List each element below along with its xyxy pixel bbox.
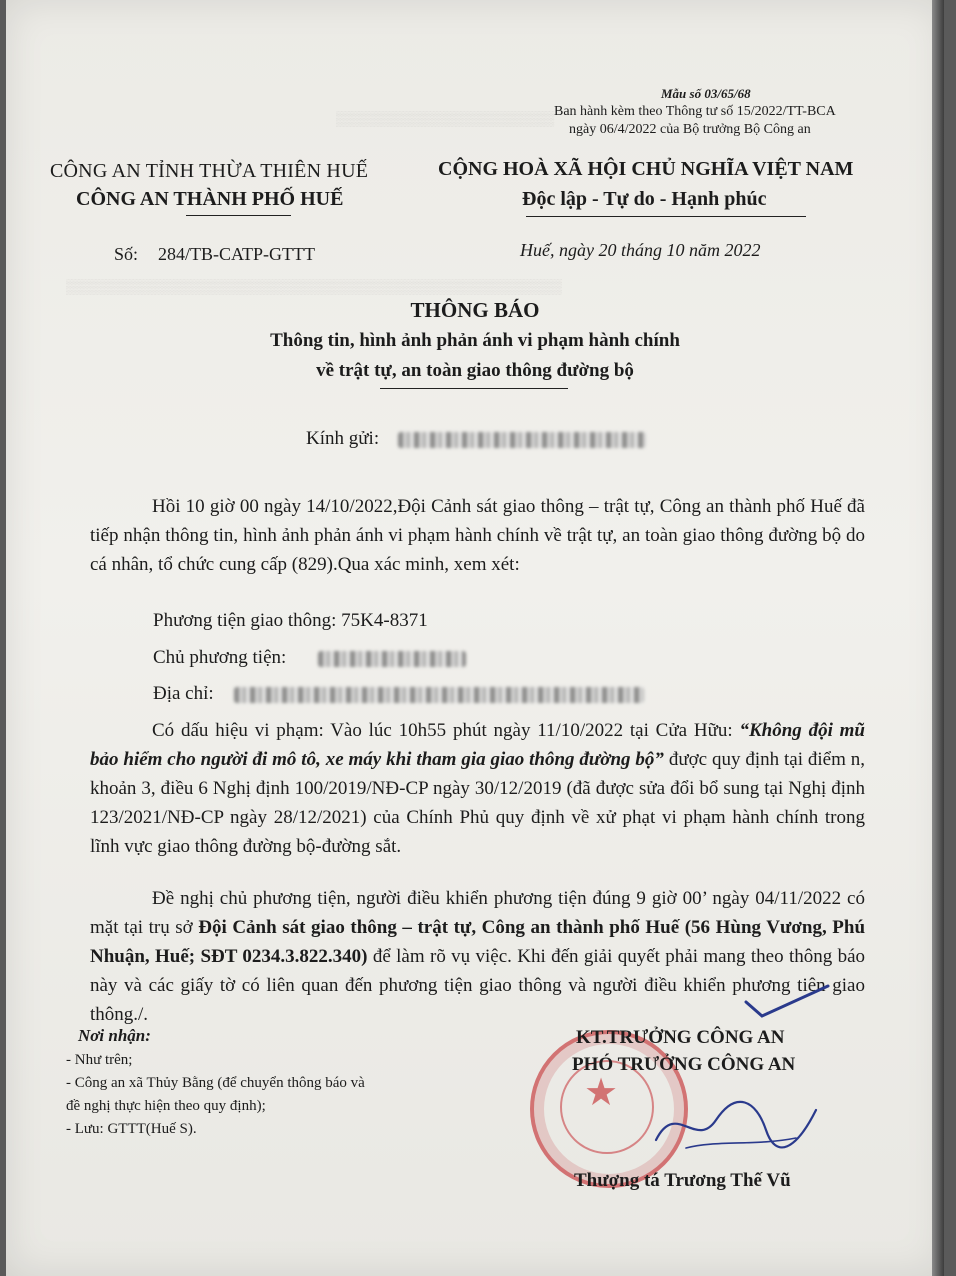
recipient-item: - Lưu: GTTT(Huế S). [66,1121,197,1137]
intro-text: Hồi 10 giờ 00 ngày 14/10/2022,Đội Cảnh sát giao thông – trật tự, Công an thành phố Huế đã tiếp nhận thông tin, hình ảnh phản ánh vi phạm hành chính về trật tự, an toàn giao thông đường bộ do cá nhân, tổ chức cung cấp (829).Qua xác minh, xem xét: [90,496,865,575]
issued-with-line-2: ngày 06/4/2022 của Bộ trưởng Bộ Công an [569,122,811,137]
page-edge-shadow [932,0,944,1276]
signer-name: Thượng tá Trương Thế Vũ [574,1170,791,1191]
national-title: CỘNG HOÀ XÃ HỘI CHỦ NGHĨA VIỆT NAM [438,158,854,180]
request-rest: để làm rõ vụ việc. Khi đến giải quyết phải mang theo thông báo này và các giấy tờ có liên quan đến phương tiện giao thông và người điều khiển phương tiện giao thông./. [90,946,865,1025]
form-number: Mẫu số 03/65/68 [661,86,751,101]
request-location: Đội Cảnh sát giao thông – trật tự, Công an thành phố Huế (56 Hùng Vương, Phú Nhuận, Huế; SĐT 0234.3.822.340) [90,917,866,967]
recipient-item: - Công an xã Thủy Bằng (để chuyển thông báo và [66,1075,365,1091]
request-lead: Đề nghị chủ phương tiện, người điều khiển phương tiện đúng 9 giờ 00’ ngày 04/11/2022 có mặt tại trụ sở [90,888,865,938]
recipients-title: Nơi nhận: [78,1026,151,1045]
doc-number: 284/TB-CATP-GTTT [158,244,315,264]
recipient-salutation: Kính gửi: [306,428,380,449]
org-underline [186,215,291,216]
address-label: Địa chỉ: [153,683,214,704]
violation-paragraph [90,716,865,861]
redacted-recipient [398,432,646,448]
violation-lead: Có dấu hiệu vi phạm: Vào lúc 10h55 phút ngày 11/10/2022 tại Cửa Hữu: [152,720,733,741]
doc-number-label: Số: [114,244,139,264]
bleed-through-text: ▒▒▒▒▒▒▒▒▒▒▒▒▒▒▒▒▒▒▒▒▒▒▒▒▒▒▒▒▒▒▒▒▒▒▒▒▒▒▒▒▒▒▒▒▒▒▒▒▒▒ [66,280,562,295]
place-date: Huế, ngày 20 tháng 10 năm 2022 [520,240,761,260]
signature-title-1: KT.TRƯỞNG CÔNG AN [576,1027,785,1048]
doc-subtitle-1: Thông tin, hình ảnh phản ánh vi phạm hành chính [270,330,680,351]
issued-with-line-1: Ban hành kèm theo Thông tư số 15/2022/TT-BCA [554,104,836,119]
violation-quote: “Không đội mũ bảo hiểm cho người đi mô tô, xe máy khi tham gia giao thông đường bộ” [90,720,866,770]
vehicle-line: Phương tiện giao thông: 75K4-8371 [153,610,428,631]
signature-check-icon [742,982,832,1022]
recipient-item: - Như trên; [66,1052,133,1068]
owner-label: Chủ phương tiện: [153,647,287,668]
signature-title-2: PHÓ TRƯỞNG CÔNG AN [572,1054,796,1075]
intro-paragraph [90,492,865,579]
org-province: CÔNG AN TỈNH THỪA THIÊN HUẾ [50,160,369,182]
motto-underline [526,216,806,217]
doc-title: THÔNG BÁO [410,298,540,322]
redacted-address [234,687,644,703]
redacted-owner [318,651,466,667]
org-city: CÔNG AN THÀNH PHỐ HUẾ [76,188,344,210]
bleed-through-text: ▒▒▒▒▒▒▒▒▒▒▒▒▒▒▒▒▒▒▒▒▒▒ [336,112,555,127]
handwritten-signature-icon [646,1090,826,1160]
doc-subtitle-2: về trật tự, an toàn giao thông đường bộ [316,360,634,381]
national-motto: Độc lập - Tự do - Hạnh phúc [522,188,767,210]
recipient-item: đề nghị thực hiện theo quy định); [66,1098,266,1114]
title-underline [380,388,568,389]
violation-rest: được quy định tại điểm n, khoản 3, điều 6 Nghị định 100/2019/NĐ-CP ngày 30/12/2019 (đã được sửa đổi bổ sung tại Nghị định 123/2021/NĐ-CP ngày 28/12/2021) của Chính Phủ quy định về xử phạt vi phạm hành chính trong lĩnh vực giao thông đường bộ-đường sắt. [90,749,865,857]
seal-star-icon: ★ [584,1072,619,1114]
document-page [6,0,944,1276]
